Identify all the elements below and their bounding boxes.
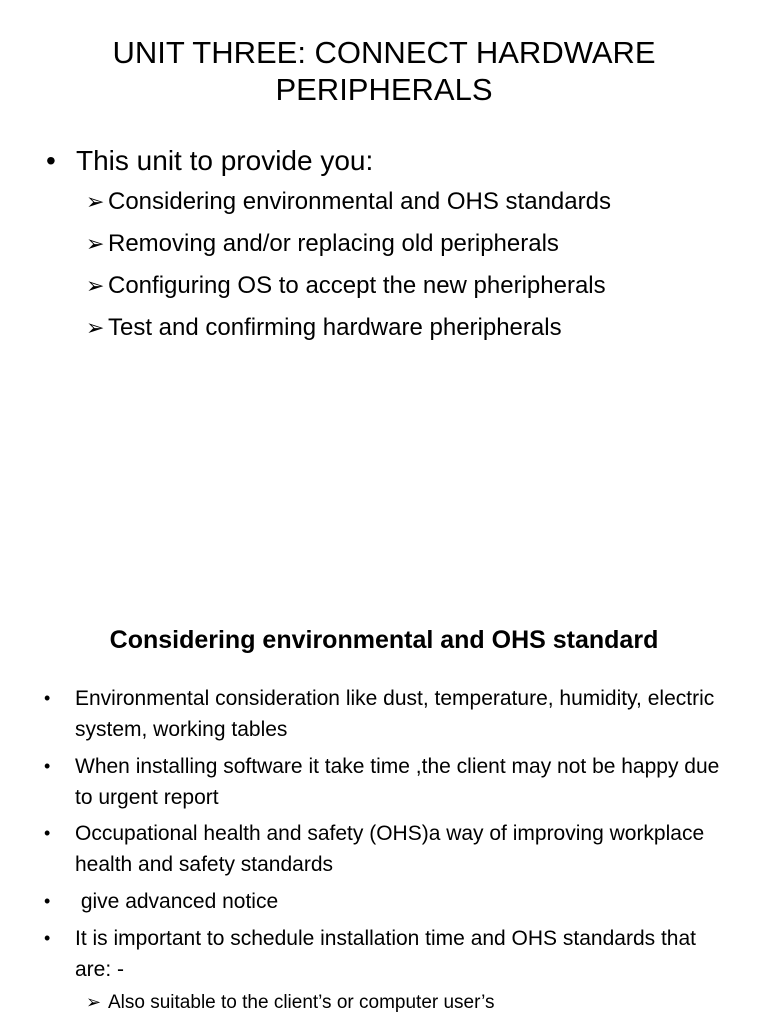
bullet-dot-icon: • [44, 756, 51, 776]
list-item-text: give advanced notice [75, 890, 279, 913]
list-item-text: When installing software it take time ,the client may not be happy due to urgent report [75, 755, 720, 809]
list-item-text: It is important to schedule installation time and OHS standards that are: - [75, 927, 696, 981]
slide-ohs-standards [0, 600, 768, 1024]
list-item [44, 683, 734, 745]
bullet-dot-icon: • [44, 891, 51, 911]
list-item [44, 818, 734, 880]
sub-item-text: Considering environmental and OHS standards [108, 188, 611, 215]
sub-item [86, 313, 562, 343]
arrow-bullet-icon: ➢ [86, 315, 105, 340]
sub-list-item [86, 989, 495, 1016]
sub-item [86, 229, 559, 259]
sub-item-text: Removing and/or replacing old peripherals [108, 230, 559, 257]
title-line-1: UNIT THREE: CONNECT HARDWARE [112, 35, 656, 70]
sub-item [86, 187, 611, 217]
main-bullet-text: This unit to provide you: [76, 145, 374, 176]
title-line-2: PERIPHERALS [275, 72, 493, 107]
list-item-text: Environmental consideration like dust, temperature, humidity, electric system, working tables [75, 687, 715, 741]
arrow-bullet-icon: ➢ [86, 231, 105, 256]
list-item [44, 923, 734, 985]
bullet-dot-icon: • [44, 928, 51, 948]
main-bullet [46, 143, 373, 179]
arrow-bullet-icon: ➢ [86, 992, 102, 1012]
slide-heading: Considering environmental and OHS standard [109, 626, 659, 654]
bullet-dot-icon: • [46, 145, 56, 176]
sub-list-item-text: Also suitable to the client’s or computer user’s [108, 992, 495, 1013]
sub-item-text: Configuring OS to accept the new pheripherals [108, 272, 606, 299]
sub-item-text: Test and confirming hardware pheripherals [108, 314, 562, 341]
arrow-bullet-icon: ➢ [86, 189, 105, 214]
sub-item [86, 271, 606, 301]
arrow-bullet-icon: ➢ [86, 273, 105, 298]
list-item [44, 751, 734, 813]
bullet-dot-icon: • [44, 688, 51, 708]
bullet-dot-icon: • [44, 823, 51, 843]
slide-title [0, 34, 768, 108]
list-item [44, 886, 734, 917]
list-item-text: Occupational health and safety (OHS)a way of improving workplace health and safety standards [75, 822, 705, 876]
